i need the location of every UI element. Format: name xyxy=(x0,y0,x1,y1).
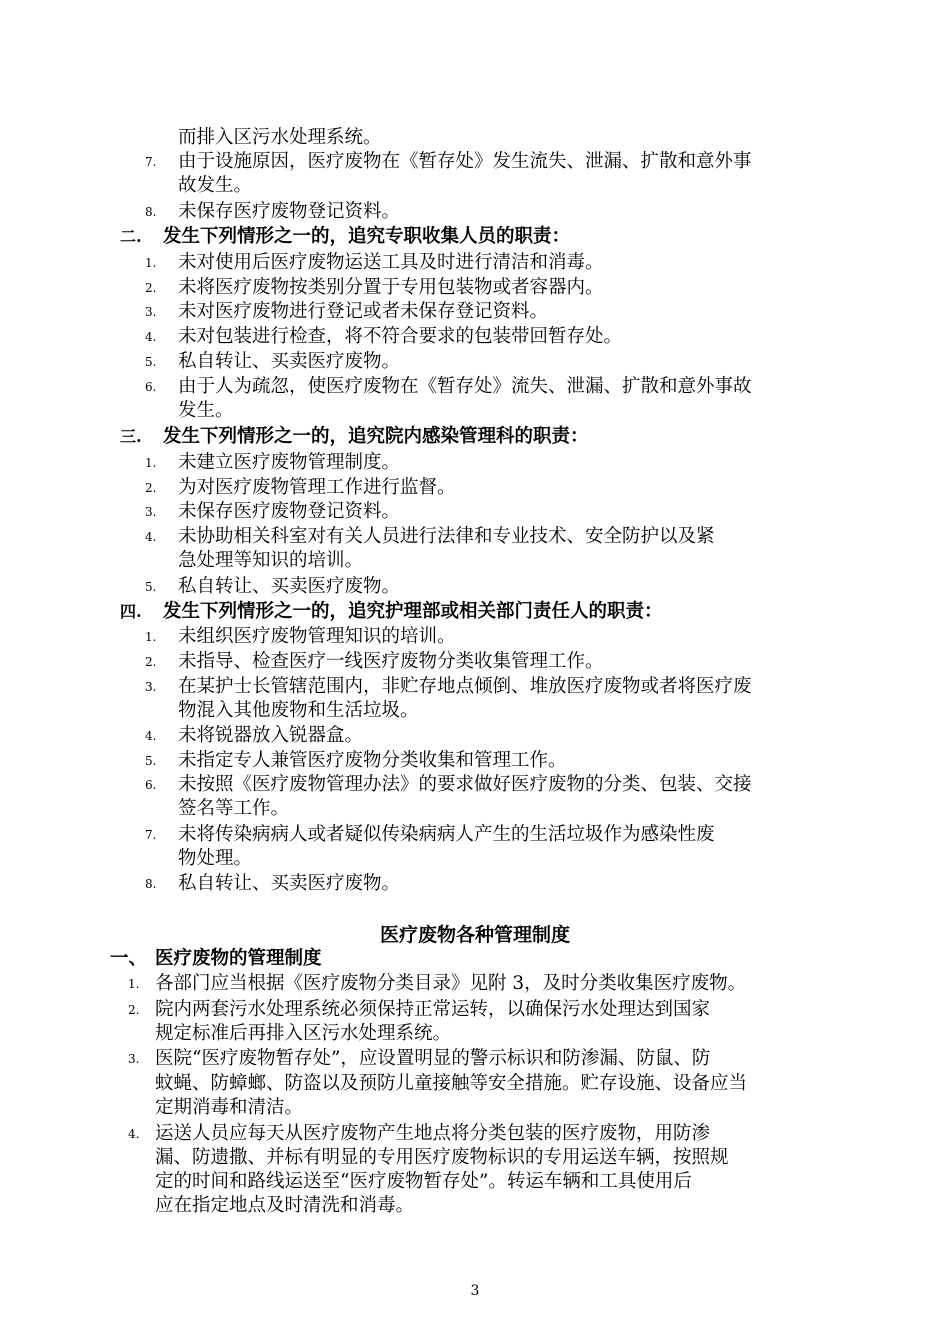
text-line: 为对医疗废物管理工作进行监督。 xyxy=(178,477,456,498)
text-line: 漏、防遗撒、并标有明显的专用医疗废物标识的专用运送车辆，按照规 xyxy=(155,1147,729,1168)
section-title: 发生下列情形之一的，追究专职收集人员的职责： xyxy=(163,226,571,247)
text-line: 应在指定地点及时清洗和消毒。 xyxy=(155,1195,415,1216)
text-line: 未对包装进行检查，将不符合要求的包装带回暂存处。 xyxy=(178,326,623,347)
text-line: 未保存医疗废物登记资料。 xyxy=(178,201,401,222)
list-number: 4. xyxy=(145,530,157,544)
list-number: 3. xyxy=(145,680,157,694)
list-number: 3. xyxy=(128,1052,140,1066)
list-number: 4. xyxy=(145,330,157,344)
text-line: 由于设施原因，医疗废物在《暂存处》发生流失、泄漏、扩散和意外事 xyxy=(178,151,752,172)
list-number: 2. xyxy=(145,481,157,495)
text-line: 未组织医疗废物管理知识的培训。 xyxy=(178,626,456,647)
text-line: 急处理等知识的培训。 xyxy=(178,550,364,571)
text-line: 私自转让、买卖医疗废物。 xyxy=(178,351,401,372)
list-number: 6. xyxy=(145,380,157,394)
section-number: 四. xyxy=(120,602,142,621)
text-line: 私自转让、买卖医疗废物。 xyxy=(178,576,401,597)
text-line: 未对医疗废物进行登记或者未保存登记资料。 xyxy=(178,301,549,322)
text-line: 未按照《医疗废物管理办法》的要求做好医疗废物的分类、包装、交接 xyxy=(178,774,752,795)
text-line: 未保存医疗废物登记资料。 xyxy=(178,501,401,522)
list-number: 7. xyxy=(145,155,157,169)
section-title: 发生下列情形之一的，追究护理部或相关部门责任人的职责： xyxy=(163,601,663,622)
text-line: 定的时间和路线运送至“医疗废物暂存处”。转运车辆和工具使用后 xyxy=(155,1171,692,1192)
text-line: 由于人为疏忽，使医疗废物在《暂存处》流失、泄漏、扩散和意外事故 xyxy=(178,376,752,397)
text-line: 在某护士长管辖范围内，非贮存地点倾倒、堆放医疗废物或者将医疗废 xyxy=(178,676,752,697)
list-number: 1. xyxy=(145,256,157,270)
text-line: 故发生。 xyxy=(178,175,253,196)
list-number: 2. xyxy=(145,281,157,295)
list-number: 8. xyxy=(145,205,157,219)
text-line: 私自转让、买卖医疗废物。 xyxy=(178,873,401,894)
list-number: 4. xyxy=(128,1127,140,1141)
text-line: 蚊蝇、防蟑螂、防盗以及预防儿童接触等安全措施。贮存设施、设备应当 xyxy=(155,1073,748,1094)
list-number: 1. xyxy=(128,977,140,991)
list-number: 5. xyxy=(145,580,157,594)
text-line: 院内两套污水处理系统必须保持正常运转，以确保污水处理达到国家 xyxy=(155,999,711,1020)
text-line: 未对使用后医疗废物运送工具及时进行清洁和消毒。 xyxy=(178,252,604,273)
page-number: 3 xyxy=(470,1283,480,1299)
text-line: 未将传染病病人或者疑似传染病病人产生的生活垃圾作为感染性废 xyxy=(178,824,715,845)
text-line: 未协助相关科室对有关人员进行法律和专业技术、安全防护以及紧 xyxy=(178,526,715,547)
section-number: 一、 xyxy=(110,948,148,969)
list-number: 5. xyxy=(145,355,157,369)
list-number: 6. xyxy=(145,778,157,792)
section-title: 发生下列情形之一的，追究院内感染管理科的职责： xyxy=(163,426,589,447)
text-line: 发生。 xyxy=(178,400,234,421)
section-number: 二. xyxy=(120,227,142,246)
list-number: 8. xyxy=(145,877,157,891)
list-number: 5. xyxy=(145,754,157,768)
list-number: 1. xyxy=(145,456,157,470)
list-number: 2. xyxy=(145,655,157,669)
text-line: 未将医疗废物按类别分置于专用包装物或者容器内。 xyxy=(178,277,604,298)
text-line: 未将锐器放入锐器盒。 xyxy=(178,725,364,746)
section-title: 医疗废物的管理制度 xyxy=(155,948,322,969)
text-line: 运送人员应每天从医疗废物产生地点将分类包装的医疗废物，用防渗 xyxy=(155,1123,711,1144)
text-line: 未指导、检查医疗一线医疗废物分类收集管理工作。 xyxy=(178,651,604,672)
text-line: 物处理。 xyxy=(178,848,253,869)
list-number: 1. xyxy=(145,630,157,644)
text-line: 而排入区污水处理系统。 xyxy=(178,127,382,148)
text-line: 定期消毒和清洁。 xyxy=(155,1097,304,1118)
list-number: 2. xyxy=(128,1003,140,1017)
text-line: 医院“医疗废物暂存处”，应设置明显的警示标识和防渗漏、防鼠、防 xyxy=(155,1048,711,1069)
section-number: 三. xyxy=(120,427,142,446)
text-line: 签名等工作。 xyxy=(178,798,290,819)
list-number: 3. xyxy=(145,305,157,319)
text-line: 各部门应当根据《医疗废物分类目录》见附 3，及时分类收集医疗废物。 xyxy=(155,973,747,994)
text-line: 未指定专人兼管医疗废物分类收集和管理工作。 xyxy=(178,750,567,771)
text-line: 未建立医疗废物管理制度。 xyxy=(178,452,401,473)
list-number: 7. xyxy=(145,828,157,842)
list-number: 3. xyxy=(145,505,157,519)
text-line: 规定标准后再排入区污水处理系统。 xyxy=(155,1023,452,1044)
page-heading: 医疗废物各种管理制度 xyxy=(379,924,570,946)
list-number: 4. xyxy=(145,729,157,743)
text-line: 物混入其他废物和生活垃圾。 xyxy=(178,700,419,721)
